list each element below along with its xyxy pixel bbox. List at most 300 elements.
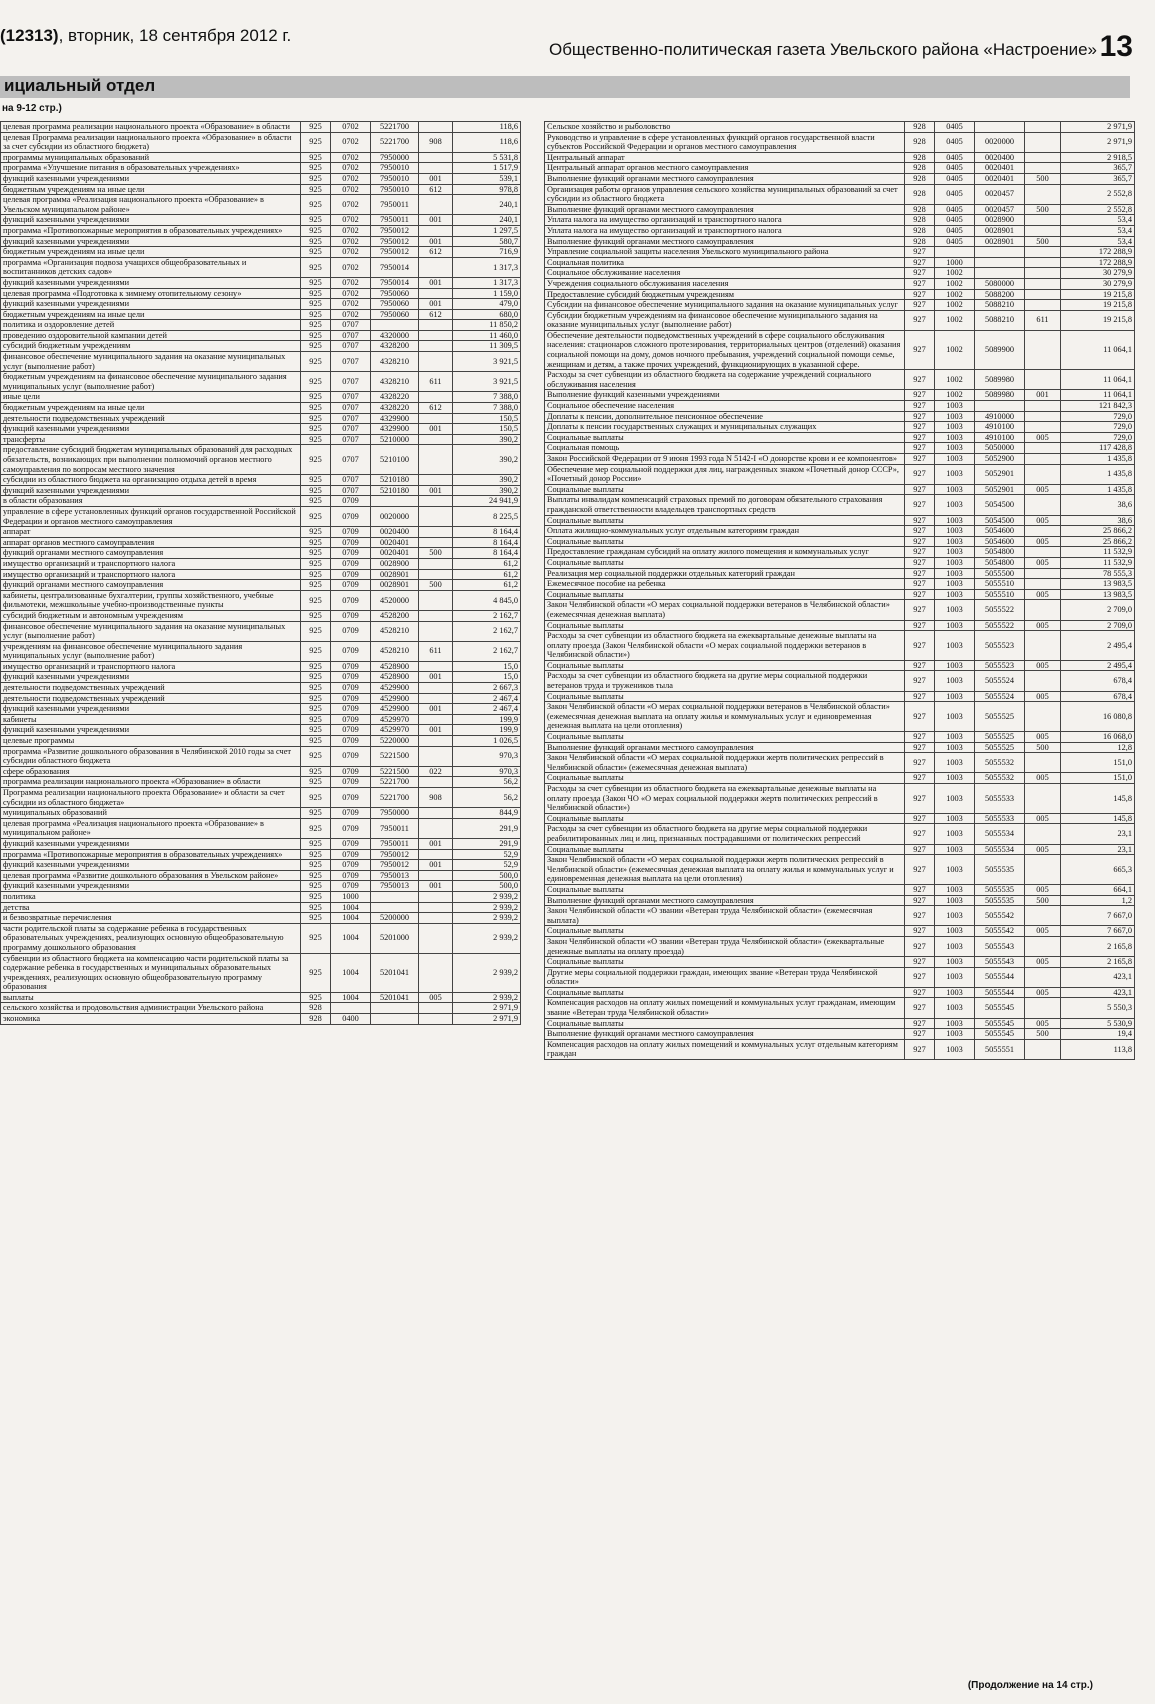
row-target [975, 401, 1025, 412]
row-section: 1003 [935, 1039, 975, 1059]
row-description: целевая программа «Реализация национального проекта «Образование» в муниципальном районе» [1, 818, 301, 838]
row-target: 7950010 [371, 173, 419, 184]
row-section: 0707 [331, 341, 371, 352]
row-description: бюджетным учреждениям на иные цели [1, 247, 301, 258]
row-ministry: 925 [301, 777, 331, 788]
row-section: 0709 [331, 590, 371, 610]
row-section: 0709 [331, 641, 371, 661]
row-ministry: 925 [301, 485, 331, 496]
row-ministry: 925 [301, 320, 331, 331]
row-description: Программа реализации национального проекта Образование» и области за счет субсидии из областного бюджета» [1, 788, 301, 808]
row-amount: 580,7 [453, 236, 521, 247]
budget-table-right [544, 121, 1135, 1060]
row-amount: 23,1 [1061, 844, 1135, 855]
row-amount: 500,0 [453, 881, 521, 892]
table-row [1, 548, 521, 559]
table-row [545, 691, 1135, 702]
row-type: 500 [1025, 173, 1061, 184]
row-target: 5200000 [371, 913, 419, 924]
table-row [545, 987, 1135, 998]
row-amount: 390,2 [453, 475, 521, 486]
row-target: 0020400 [975, 152, 1025, 163]
row-description: Выполнение функций органами местного самоуправления [545, 1029, 905, 1040]
row-description: имущество организаций и транспортного налога [1, 661, 301, 672]
row-type [419, 736, 453, 747]
row-description: аппарат органов местного самоуправления [1, 537, 301, 548]
table-row [1, 610, 521, 621]
row-type [419, 590, 453, 610]
row-section: 0702 [331, 152, 371, 163]
row-amount: 61,2 [453, 558, 521, 569]
row-section: 1003 [935, 401, 975, 412]
row-type [1025, 257, 1061, 268]
row-amount: 365,7 [1061, 163, 1135, 174]
row-description: проведению оздоровительной кампании детей [1, 330, 301, 341]
row-target: 0028900 [371, 558, 419, 569]
row-section: 1003 [935, 855, 975, 885]
row-amount: 12,8 [1061, 742, 1135, 753]
row-ministry: 925 [301, 225, 331, 236]
row-type [419, 870, 453, 881]
row-description: иные цели [1, 392, 301, 403]
row-amount: 121 842,3 [1061, 401, 1135, 412]
table-row [1, 122, 521, 133]
row-target: 0020401 [975, 173, 1025, 184]
row-ministry: 925 [301, 902, 331, 913]
table-row [545, 1039, 1135, 1059]
row-target: 5221700 [371, 777, 419, 788]
row-target: 5089980 [975, 370, 1025, 390]
row-type: 500 [1025, 236, 1061, 247]
row-target: 5055551 [975, 1039, 1025, 1059]
row-type: 005 [1025, 773, 1061, 784]
row-type [419, 225, 453, 236]
row-ministry: 925 [301, 163, 331, 174]
row-section: 0709 [331, 860, 371, 871]
row-type [1025, 443, 1061, 454]
row-section: 1002 [935, 390, 975, 401]
row-type [419, 902, 453, 913]
row-type: 500 [1025, 742, 1061, 753]
row-description: муниципальных образований [1, 808, 301, 819]
table-row [545, 236, 1135, 247]
row-section: 0702 [331, 299, 371, 310]
row-amount: 199,9 [453, 714, 521, 725]
table-row [545, 906, 1135, 926]
table-row [1, 849, 521, 860]
table-row [545, 579, 1135, 590]
row-type [1025, 401, 1061, 412]
row-target: 0020457 [975, 184, 1025, 204]
row-amount: 30 279,9 [1061, 278, 1135, 289]
table-row [1, 580, 521, 591]
row-target [975, 122, 1025, 133]
row-ministry: 925 [301, 992, 331, 1003]
row-amount: 1,2 [1061, 895, 1135, 906]
row-target: 4528210 [371, 641, 419, 661]
row-ministry: 927 [905, 884, 935, 895]
row-section: 0709 [331, 818, 371, 838]
row-target: 5201000 [371, 923, 419, 953]
row-description: программа «Противопожарные мероприятия в образовательных учреждениях» [1, 849, 301, 860]
row-ministry: 927 [905, 330, 935, 369]
row-ministry: 925 [301, 788, 331, 808]
row-ministry: 927 [905, 824, 935, 844]
row-ministry: 927 [905, 702, 935, 732]
row-amount: 1 435,8 [1061, 484, 1135, 495]
row-ministry: 927 [905, 268, 935, 279]
row-type [1025, 671, 1061, 691]
row-target: 5220000 [371, 736, 419, 747]
row-description: Социальная политика [545, 257, 905, 268]
row-target [371, 320, 419, 331]
row-target: 5201041 [371, 953, 419, 992]
table-row [545, 620, 1135, 631]
row-ministry: 928 [905, 236, 935, 247]
row-section: 1002 [935, 300, 975, 311]
row-section: 0709 [331, 725, 371, 736]
row-section [331, 1003, 371, 1014]
row-amount: 8 164,4 [453, 537, 521, 548]
row-amount: 2 709,0 [1061, 600, 1135, 620]
row-type: 908 [419, 788, 453, 808]
row-description: и безвозвратные перечисления [1, 913, 301, 924]
row-description: функций казенными учреждениями [1, 725, 301, 736]
row-ministry: 925 [301, 923, 331, 953]
row-target: 5055523 [975, 631, 1025, 661]
row-ministry: 927 [905, 370, 935, 390]
table-row [1, 881, 521, 892]
row-description: целевая Программа реализации национального проекта «Образование» в области за счет субсидии из областного бюджета) [1, 132, 301, 152]
row-amount: 390,2 [453, 434, 521, 445]
row-type [1025, 906, 1061, 926]
row-target: 0020401 [371, 537, 419, 548]
row-type [419, 621, 453, 641]
row-amount: 16 080,8 [1061, 702, 1135, 732]
row-ministry: 925 [301, 434, 331, 445]
row-section: 0709 [331, 621, 371, 641]
row-section: 0702 [331, 288, 371, 299]
row-section: 1003 [935, 547, 975, 558]
row-description: Закон Челябинской области «О мерах социальной поддержки жертв политических репрессий в Челябинской области» (ежемесячная денежная выплата на оплату жилья и коммунальных услуг и единовременная денежная выплата на цели отопления) [545, 855, 905, 885]
row-target: 5055522 [975, 620, 1025, 631]
row-description: Социальные выплаты [545, 484, 905, 495]
row-section: 0709 [331, 661, 371, 672]
row-section [935, 247, 975, 258]
row-ministry: 927 [905, 957, 935, 968]
row-target: 5055533 [975, 813, 1025, 824]
row-target: 5055535 [975, 855, 1025, 885]
table-row [1, 913, 521, 924]
row-amount: 25 866,2 [1061, 526, 1135, 537]
row-target [371, 891, 419, 902]
row-target: 7950012 [371, 225, 419, 236]
table-row [1, 372, 521, 392]
row-type: 005 [1025, 589, 1061, 600]
row-section: 1003 [935, 600, 975, 620]
row-ministry: 925 [301, 569, 331, 580]
table-row [1, 392, 521, 403]
row-section: 1002 [935, 268, 975, 279]
row-target: 7950000 [371, 152, 419, 163]
row-type [419, 661, 453, 672]
row-ministry: 927 [905, 278, 935, 289]
table-row [545, 215, 1135, 226]
table-row [1, 902, 521, 913]
row-amount: 423,1 [1061, 967, 1135, 987]
row-type [1025, 600, 1061, 620]
row-amount: 15,0 [453, 661, 521, 672]
row-amount: 7 388,0 [453, 392, 521, 403]
row-ministry: 925 [301, 693, 331, 704]
table-row [545, 515, 1135, 526]
row-ministry: 927 [905, 257, 935, 268]
row-amount: 1 435,8 [1061, 454, 1135, 465]
row-amount: 5 531,8 [453, 152, 521, 163]
row-description: функций органами местного самоуправления [1, 548, 301, 559]
row-target: 5052901 [975, 484, 1025, 495]
row-type [419, 496, 453, 507]
row-description: функций казенными учреждениями [1, 277, 301, 288]
row-ministry: 925 [301, 184, 331, 195]
row-ministry: 925 [301, 372, 331, 392]
table-row [545, 936, 1135, 956]
row-type: 005 [1025, 557, 1061, 568]
row-section: 1003 [935, 631, 975, 661]
row-amount: 118,6 [453, 132, 521, 152]
row-amount: 19 215,8 [1061, 289, 1135, 300]
row-ministry: 925 [301, 277, 331, 288]
row-amount: 423,1 [1061, 987, 1135, 998]
row-amount: 664,1 [1061, 884, 1135, 895]
row-section: 0709 [331, 881, 371, 892]
page-number: 13 [1099, 30, 1133, 63]
row-ministry: 927 [905, 936, 935, 956]
row-target [975, 268, 1025, 279]
row-amount: 678,4 [1061, 671, 1135, 691]
row-ministry: 925 [301, 704, 331, 715]
row-ministry: 925 [301, 173, 331, 184]
row-amount: 2 971,9 [1061, 122, 1135, 133]
row-description: целевая программа «Реализация национального проекта «Образование» в Увельском муниципальном районе» [1, 195, 301, 215]
row-type: 005 [1025, 484, 1061, 495]
row-target: 5055542 [975, 926, 1025, 937]
row-target: 4528900 [371, 661, 419, 672]
row-section: 0709 [331, 777, 371, 788]
row-amount: 2 495,4 [1061, 631, 1135, 661]
row-amount: 1 517,9 [453, 163, 521, 174]
row-section: 0709 [331, 683, 371, 694]
table-row [545, 122, 1135, 133]
row-description: функций казенными учреждениями [1, 485, 301, 496]
row-ministry: 925 [301, 132, 331, 152]
row-amount: 11 532,9 [1061, 557, 1135, 568]
row-description: Закон Челябинской области «О звании «Ветеран труда Челябинской области» (ежемесячная выплата) [545, 906, 905, 926]
row-description: Доплаты к пенсии государственных служащих и муниципальных служащих [545, 422, 905, 433]
row-section: 1003 [935, 579, 975, 590]
row-ministry: 927 [905, 484, 935, 495]
row-description: деятельности подведомственных учреждений [1, 693, 301, 704]
row-ministry: 925 [301, 590, 331, 610]
row-ministry: 925 [301, 548, 331, 559]
row-section: 1003 [935, 464, 975, 484]
row-target: 4529900 [371, 683, 419, 694]
row-type [1025, 526, 1061, 537]
table-row [1, 309, 521, 320]
row-description: Социальные выплаты [545, 773, 905, 784]
row-target: 5089980 [975, 390, 1025, 401]
row-type: 001 [419, 860, 453, 871]
row-type [419, 610, 453, 621]
row-amount: 2 162,7 [453, 641, 521, 661]
table-row [545, 370, 1135, 390]
row-type [1025, 184, 1061, 204]
row-target: 4910100 [975, 422, 1025, 433]
row-description: Субсидии бюджетным учреждениям на финансовое обеспечение муниципального задания на оказание муниципальных услуг (выполнение работ) [545, 310, 905, 330]
row-target: 5080000 [975, 278, 1025, 289]
row-section: 0709 [331, 870, 371, 881]
row-section: 0702 [331, 163, 371, 174]
row-ministry: 928 [905, 204, 935, 215]
table-row [545, 702, 1135, 732]
row-type: 611 [419, 641, 453, 661]
row-amount: 729,0 [1061, 422, 1135, 433]
row-target: 5055524 [975, 671, 1025, 691]
row-section: 1000 [331, 891, 371, 902]
row-amount: 16 068,0 [1061, 732, 1135, 743]
table-row [1, 1014, 521, 1025]
table-row [545, 173, 1135, 184]
row-ministry: 925 [301, 341, 331, 352]
row-description: кабинеты, централизованные бухгалтерии, группы хозяйственного, учебные фильмотеки, межшкольные учебно-производственные пункты [1, 590, 301, 610]
row-description: программа реализации национального проекта «Образование» в области [1, 777, 301, 788]
row-amount: 2 667,3 [453, 683, 521, 694]
table-row [545, 432, 1135, 443]
row-amount: 61,2 [453, 569, 521, 580]
row-ministry: 927 [905, 289, 935, 300]
row-ministry: 927 [905, 495, 935, 515]
table-row [1, 163, 521, 174]
row-description: учреждениям на финансовое обеспечение муниципального задания муниципальных услуг (выполнение работ) [1, 641, 301, 661]
row-description: управление в сфере установленных функций органов государственной Российской Федерации и органов местного самоуправления [1, 506, 301, 526]
row-ministry: 927 [905, 557, 935, 568]
row-section: 1003 [935, 844, 975, 855]
table-row [545, 557, 1135, 568]
row-description: функций казенными учреждениями [1, 236, 301, 247]
row-amount: 2 918,5 [1061, 152, 1135, 163]
row-type: 001 [419, 704, 453, 715]
row-ministry: 927 [905, 422, 935, 433]
row-type [419, 849, 453, 860]
row-target: 5088210 [975, 300, 1025, 311]
row-section: 0707 [331, 392, 371, 403]
row-section: 0702 [331, 257, 371, 277]
row-type [419, 445, 453, 475]
row-ministry: 925 [301, 818, 331, 838]
row-description: деятельности подведомственных учреждений [1, 683, 301, 694]
table-row [545, 152, 1135, 163]
row-amount: 539,1 [453, 173, 521, 184]
row-target: 5055542 [975, 906, 1025, 926]
row-target: 0020000 [975, 132, 1025, 152]
row-section: 1003 [935, 568, 975, 579]
row-ministry: 925 [301, 870, 331, 881]
row-target: 7950013 [371, 870, 419, 881]
row-type: 005 [1025, 1018, 1061, 1029]
row-section: 1003 [935, 987, 975, 998]
row-ministry: 925 [301, 195, 331, 215]
row-amount: 150,5 [453, 424, 521, 435]
row-ministry: 927 [905, 443, 935, 454]
row-target: 4320000 [371, 330, 419, 341]
row-description: Реализация мер социальной поддержки отдельных категорий граждан [545, 568, 905, 579]
row-type [1025, 300, 1061, 311]
row-section: 1003 [935, 784, 975, 814]
row-amount: 1 317,3 [453, 257, 521, 277]
row-ministry: 925 [301, 736, 331, 747]
row-description: Обеспечение деятельности подведомственных учреждений в сфере социального обслуживания населения: стационаров сложного протезирования, территориальных центров (отделений) оказания социальной помощи на дому, домов ночного пребывания, учреждений социальной помощи семье, женщинам и детям, а также прочих учреждений, функционирующих в указанной сфере. [545, 330, 905, 369]
row-ministry: 928 [905, 122, 935, 133]
row-target: 5052901 [975, 464, 1025, 484]
row-description: политика и оздоровление детей [1, 320, 301, 331]
row-target: 5210180 [371, 475, 419, 486]
row-section: 1003 [935, 526, 975, 537]
row-ministry: 927 [905, 411, 935, 422]
row-description: Закон Челябинской области «О мерах социальной поддержки ветеранов в Челябинской области» (ежемесячная денежная выплата) [545, 600, 905, 620]
row-ministry: 925 [301, 496, 331, 507]
row-section: 0709 [331, 558, 371, 569]
table-row [545, 671, 1135, 691]
table-row [1, 683, 521, 694]
row-amount: 2 971,9 [1061, 132, 1135, 152]
row-target: 7950012 [371, 236, 419, 247]
row-amount: 1 026,5 [453, 736, 521, 747]
row-target: 7950060 [371, 288, 419, 299]
row-description: Ежемесячное пособие на ребенка [545, 579, 905, 590]
row-amount: 38,6 [1061, 515, 1135, 526]
row-target: 0020400 [371, 527, 419, 538]
row-amount: 2 971,9 [453, 1014, 521, 1025]
row-amount: 1 297,5 [453, 225, 521, 236]
table-row [1, 641, 521, 661]
row-target: 4328200 [371, 341, 419, 352]
row-target: 5055534 [975, 844, 1025, 855]
row-section: 0400 [331, 1014, 371, 1025]
table-row [1, 320, 521, 331]
row-type [1025, 784, 1061, 814]
row-description: Выполнение функций органами местного самоуправления [545, 236, 905, 247]
row-amount: 11 532,9 [1061, 547, 1135, 558]
row-type [1025, 422, 1061, 433]
table-row [545, 330, 1135, 369]
row-section: 0702 [331, 184, 371, 195]
newspaper-name: Общественно-политическая газета Увельского района «Настроение» [548, 40, 1097, 59]
row-target: 0020000 [371, 506, 419, 526]
row-description: Социальные выплаты [545, 589, 905, 600]
row-type: 005 [419, 992, 453, 1003]
row-ministry: 927 [905, 1039, 935, 1059]
row-target: 5055532 [975, 753, 1025, 773]
row-type [1025, 855, 1061, 885]
row-section: 0709 [331, 808, 371, 819]
row-section: 0709 [331, 838, 371, 849]
row-description: Предоставление гражданам субсидий на оплату жилого помещения и коммунальных услуг [545, 547, 905, 558]
row-amount: 716,9 [453, 247, 521, 258]
row-section: 1003 [935, 773, 975, 784]
row-type: 005 [1025, 660, 1061, 671]
row-target: 7950014 [371, 257, 419, 277]
row-ministry: 927 [905, 631, 935, 661]
